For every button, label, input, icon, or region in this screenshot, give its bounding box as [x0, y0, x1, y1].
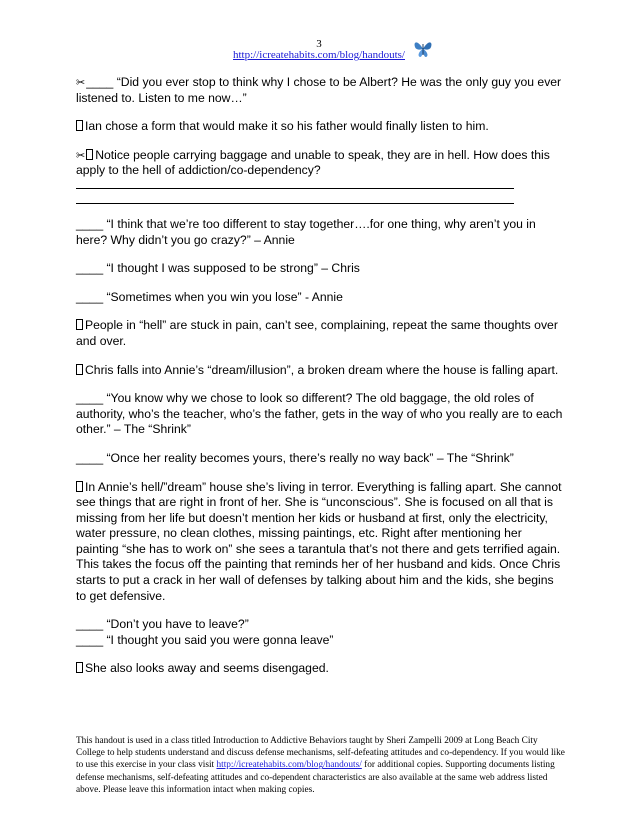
page-number: 3	[316, 38, 322, 50]
header-url-link[interactable]: http://icreatehabits.com/blog/handouts/	[233, 49, 405, 61]
checkbox-glyph-icon	[76, 120, 83, 131]
list-item: People in “hell” are stuck in pain, can’t see, complaining, repeat the same thoughts over and over.	[76, 318, 558, 348]
answer-line	[76, 187, 514, 189]
list-item: ____ “I thought I was supposed to be strong” – Chris	[76, 261, 360, 276]
scissors-icon: ✂	[76, 76, 86, 89]
list-item: Ian chose a form that would make it so his father would finally listen to him.	[76, 119, 566, 135]
list-item: ____ “I think that we’re too different to stay together….for one thing, why aren’t you in here? Why didn’t you go crazy?” – Annie	[76, 216, 536, 247]
checkbox-glyph-icon	[76, 364, 83, 375]
footer-note: This handout is used in a class titled Introduction to Addictive Behaviors taught by Sheri Zampelli 2009 at Long Beach City College to help students understand and discuss defense mechanisms, self-defeating attitudes and co-dependency. If you would like to use this exercise in your class visit http://icreatehabits.com/blog/handouts/ for additional copies. Supporting documents listing defense mechanisms, self-defeating attitudes and co-dependent characteristics are also available at the same web address listed above. Please leave this information intact when making copies.	[76, 736, 565, 795]
list-item: Chris falls into Annie’s “dream/illusion”, a broken dream where the house is falling apart.	[76, 363, 566, 379]
checkbox-glyph-icon	[76, 662, 83, 673]
list-item: ✂ Notice people carrying baggage and unable to speak, they are in hell. How does this apply to the hell of addiction/co-dependency?	[76, 147, 550, 178]
answer-line	[76, 202, 514, 204]
handout-body	[76, 75, 566, 690]
scissors-icon: ✂	[76, 148, 86, 162]
footer-url-link[interactable]: http://icreatehabits.com/blog/handouts/	[216, 760, 362, 771]
list-item: ____ “Don’t you have to leave?”	[76, 617, 249, 632]
list-item: ____ “You know why we chose to look so different? The old baggage, the old roles of authority, who’s the teacher, who’s the father, gets in the way of who you really are to each other.” – The “Shrink”	[76, 391, 563, 437]
checkbox-glyph-icon	[76, 319, 83, 330]
butterfly-icon	[412, 39, 434, 59]
list-item: She also looks away and seems disengaged.	[76, 661, 566, 677]
list-item: ____ “Once her reality becomes yours, there’s really no way back” – The “Shrink”	[76, 450, 514, 465]
list-item: ____ “I thought you said you were gonna leave”	[76, 632, 334, 647]
list-item: In Annie’s hell/”dream” house she’s living in terror. Everything is falling apart. She cannot see things that are right in front of her. She is “unconscious”. She is focused on all that is missing from her life but doesn’t mention her kids or husband at first, only the electricity, water pressure, no clean clothes, missing paintings, etc. Right after mentioning her painting “she has to work on” she sees a tarantula that’s not there and gets terrified again. This takes the focus off the painting that reminds her of her husband and kids. Once Chris starts to put a crack in her wall of defenses by talking about him and the kids, she begins to get defensive.	[76, 479, 562, 603]
checkbox-glyph-icon	[76, 481, 83, 492]
checkbox-glyph-icon	[86, 149, 93, 160]
list-item: ✂____ “Did you ever stop to think why I chose to be Albert? He was the only guy you ever listened to. Listen to me now…”	[76, 75, 562, 105]
list-item: ____ “Sometimes when you win you lose” - Annie	[76, 289, 343, 304]
